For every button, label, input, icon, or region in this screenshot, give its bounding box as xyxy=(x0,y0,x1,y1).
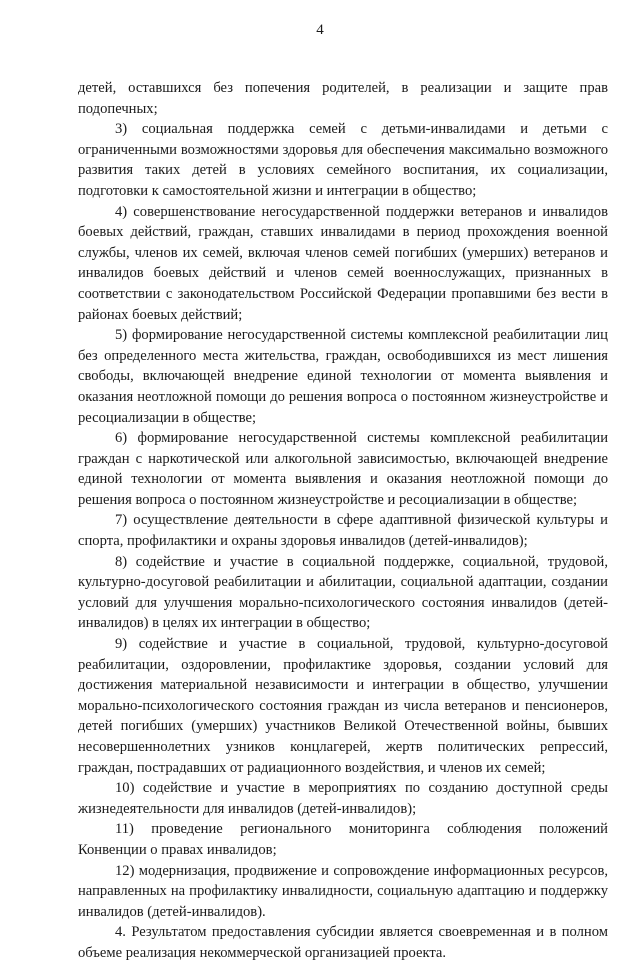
paragraph-item-12: 12) модернизация, продвижение и сопровождение информационных ресурсов, направленных на профилактику инвалидности, социальную адаптацию и поддержку инвалидов (детей-инвалидов). xyxy=(78,862,608,920)
paragraph-item-8: 8) содействие и участие в социальной поддержке, социальной, трудовой, культурно-досуговой реабилитации и абилитации, социальной адаптации, создании условий для улучшения морально-психологического состояния инвалидов (детей-инвалидов) в целях их интеграции в общество; xyxy=(78,553,608,632)
document-body xyxy=(78,78,608,964)
paragraph-item-7: 7) осуществление деятельности в сфере адаптивной физической культуры и спорта, профилактики и охраны здоровья инвалидов (детей-инвалидов); xyxy=(78,512,608,550)
paragraph-item-11: 11) проведение регионального мониторинга соблюдения положений Конвенции о правах инвалидов; xyxy=(78,821,608,858)
paragraph-item-5: 5) формирование негосударственной системы комплексной реабилитации лиц без определенного места жительства, граждан, освободившихся из мест лишения свободы, включающей внедрение единой технологии от момента выявления и оказания неотложной помощи до решения вопроса о постоянном жизнеустройстве и ресоциализации в обществе; xyxy=(78,327,608,426)
paragraph-item-3: 3) социальная поддержка семей с детьми-инвалидами и детьми с ограниченными возможностями здоровья для обеспечения максимально возможного развития таких детей в условиях семейного воспитания, их социализации, подготовки к самостоятельной жизни и интеграции в общество; xyxy=(78,121,608,199)
paragraph-item-4: 4) совершенствование негосударственной поддержки ветеранов и инвалидов боевых действий, граждан, ставших инвалидами в период прохождения военной службы, членов их семей, включая членов семей погибших (умерших) ветеранов и инвалидов боевых действий и членов семей военнослужащих, признанных в соответствии с законодательством Российской Федерации пропавшими без вести в районах боевых действий; xyxy=(78,203,608,323)
paragraph-continuation: детей, оставшихся без попечения родителей, в реализации и защите прав подопечных; xyxy=(78,80,608,117)
page-number: 4 xyxy=(316,22,324,38)
paragraph-section-4: 4. Результатом предоставления субсидии является своевременная и в полном объеме реализация некоммерческой организацией проекта. xyxy=(78,924,608,961)
paragraph-item-6: 6) формирование негосударственной системы комплексной реабилитации граждан с наркотической или алкогольной зависимостью, включающей внедрение единой технологии от момента выявления и оказания неотложной помощи до решения вопроса о постоянном жизнеустройстве и ресоциализации в обществе; xyxy=(78,430,608,508)
paragraph-item-9: 9) содействие и участие в социальной, трудовой, культурно-досуговой реабилитации, оздоровлении, профилактике здоровья, создании условий для достижения материальной независимости и интеграции в общество, улучшении морально-психологического состояния граждан из числа ветеранов и пенсионеров, детей погибших (умерших) участников Великой Отечественной войны, бывших несовершеннолетних узников концлагерей, жертв политических репрессий, граждан, пострадавших от радиационного воздействия, и членов их семей; xyxy=(78,636,608,776)
paragraph-item-10: 10) содействие и участие в мероприятиях по созданию доступной среды жизнедеятельности для инвалидов (детей-инвалидов); xyxy=(78,780,608,817)
